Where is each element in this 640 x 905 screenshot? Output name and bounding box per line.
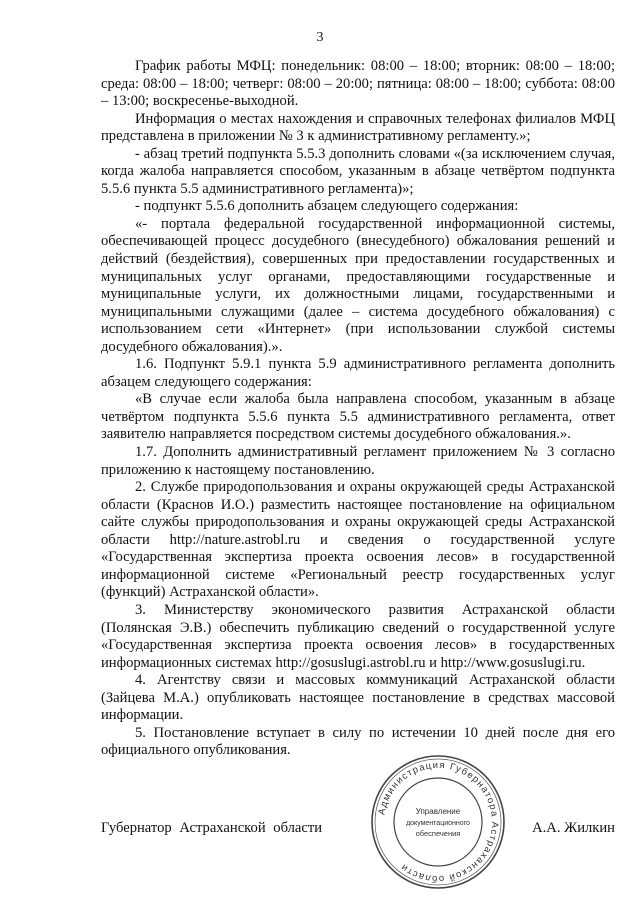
paragraph-3: 3. Министерству экономического развития Астраханской области (Полянская Э.В.) обеспечить публикацию сведений о государственной услуге «Государственная экспертиза проекта освоения лесов» в государственных информационных системах http://gosuslugi.astrobl.ru и http://www.gosuslugi.ru.: [101, 601, 615, 671]
paragraph-4: 4. Агентству связи и массовых коммуникаций Астраханской области (Зайцева М.А.) опубликовать настоящее постановление в средствах массовой информации.: [101, 672, 615, 724]
signatory-name: А.А. Жилкин: [532, 820, 615, 836]
paragraph-1-6-quote: «В случае если жалоба была направлена способом, указанным в абзаце четвёртом подпункта 5.5.6 пункта 5.5 административного регламента, ответ заявителю направляется посредством системы досудебного обжалования.».: [101, 391, 615, 443]
stamp-center-line-2: документационного: [406, 820, 470, 827]
paragraph-5-5-3: - абзац третий подпункта 5.5.3 дополнить словами «(за исключением случая, когда жалоба направляется способом, указанным в абзаце четвёртом подпункта 5.5.6 пункта 5.5 административного регламента)»;: [101, 145, 615, 197]
stamp-ring-text: Администрация Губернатора Астраханской области: [376, 759, 501, 885]
paragraph-schedule: График работы МФЦ: понедельник: 08:00 – 18:00; вторник: 08:00 – 18:00; среда: 08:00 – 18:00; четверг: 08:00 – 20:00; пятница: 08:00 – 18:00; суббота: 08:00 – 13:00; воскресенье-выходной.: [101, 58, 615, 110]
paragraph-5: 5. Постановление вступает в силу по истечении 10 дней после дня его официального опубликования.: [101, 724, 615, 759]
page-number: 3: [316, 30, 324, 45]
official-stamp: [368, 752, 508, 892]
paragraph-mfc-info: Информация о местах нахождения и справочных телефонах филиалов МФЦ представлена в приложении № 3 к административному регламенту.»;: [101, 110, 615, 145]
paragraph-2: 2. Службе природопользования и охраны окружающей среды Астраханской области (Краснов И.О.) разместить настоящее постановление на официальном сайте службы природопользования и охраны окружающей среды Астраханской области http://nature.astrobl.ru и сведения о государственной услуге «Государственная экспертиза проекта освоения лесов» в государственной информационной системе «Региональный реестр государственных услуг (функций) Астраханской области».: [101, 479, 615, 601]
paragraph-5-5-6-intro: - подпункт 5.5.6 дополнить абзацем следующего содержания:: [135, 198, 519, 215]
stamp-center-line-3: обеспечения: [415, 829, 461, 838]
stamp-center-line-1: Управление: [415, 807, 461, 816]
paragraph-5-5-6-quote: «- портала федеральной государственной информационной системы, обеспечивающей процесс досудебного (внесудебного) обжалования решений и действий (бездействия), совершенных при предоставлении государственных и муниципальных услуг органами, предоставляющими государственные и муниципальные услуги, их должностными лицами, государственными и муниципальными служащими (далее – система досудебного обжалования) с использованием сети «Интернет» (при использовании службой системы досудебного обжалования).».: [101, 215, 615, 355]
paragraph-1-7: 1.7. Дополнить административный регламент приложением № 3 согласно приложению к настоящему постановлению.: [101, 444, 615, 478]
signatory-position: Губернатор Астраханской области: [101, 820, 323, 836]
paragraph-1-6: 1.6. Подпункт 5.9.1 пункта 5.9 административного регламента дополнить абзацем следующего содержания:: [101, 356, 615, 390]
document-body: [101, 58, 615, 760]
